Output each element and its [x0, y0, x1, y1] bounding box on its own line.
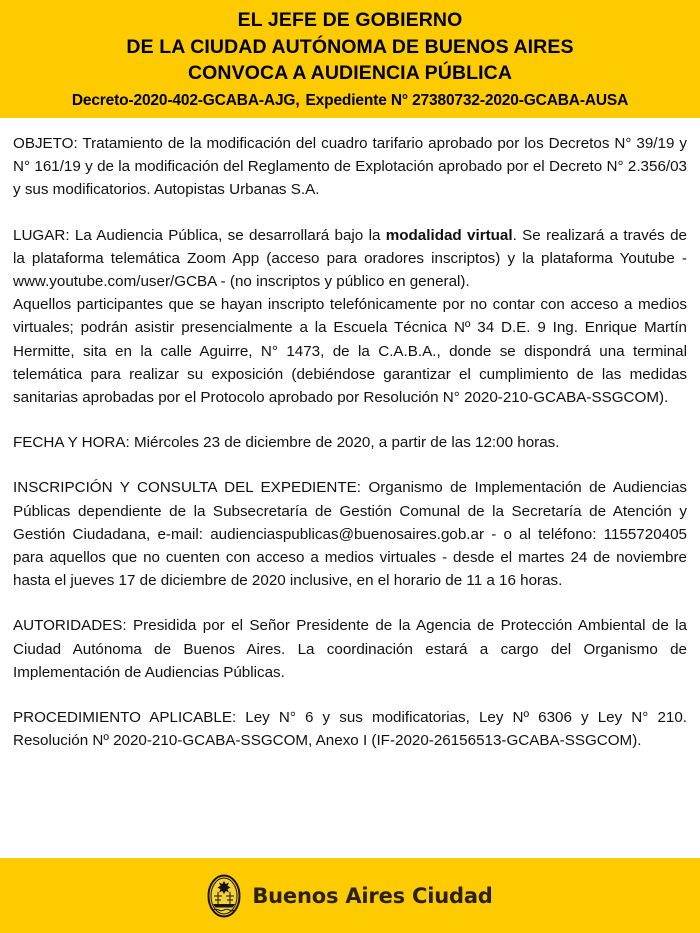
file-number: Expediente N° 27380732-2020-GCABA-AUSA: [305, 92, 629, 109]
paragraph-inscripcion: INSCRIPCIÓN Y CONSULTA DEL EXPEDIENTE: Organismo de Implementación de Audiencias Públicas dependiente de la Subsecretaría de Gestión Comunal de la Secretaría de Atención y Gestión Ciudadana, e-mail: audienciaspublicas@buenosaires.gob.ar - o al teléfono: 1155720405 para aquellos que no cuenten con acceso a medios virtuales - desde el martes 24 de noviembre hasta el jueves 17 de diciembre de 2020 inclusive, en el horario de 11 a 16 horas.: [13, 479, 687, 590]
header-titles: [0, 8, 700, 86]
paragraph-procedimiento-aplicable: PROCEDIMIENTO APLICABLE: Ley N° 6 y sus modificatorias, Ley Nº 6306 y Ley N° 210. Resolución Nº 2020-210-GCABA-SSGCOM, Anexo I (IF-2020-26156513-GCABA-SSGCOM).: [13, 709, 687, 750]
lugar-emphasis-virtual-mode: modalidad virtual: [385, 226, 513, 244]
decree-and-file-line: [0, 86, 700, 112]
title-line-city: DE LA CIUDAD AUTÓNOMA DE BUENOS AIRES: [126, 36, 574, 58]
lugar-text-before-emphasis: LUGAR: La Audiencia Pública, se desarrollará bajo la: [13, 226, 386, 244]
paragraph-lugar: [13, 224, 687, 294]
lugar-text-after-emphasis: . Se realizará a través de la plataforma telemática Zoom App (acceso para oradores inscriptos) y la plataforma Youtube - www.youtube.com/user/GCBA - (no inscriptos y público en general).: [13, 226, 687, 291]
notice-body: [0, 118, 700, 858]
buenos-aires-ciudad-wordmark: Buenos Aires Ciudad: [252, 883, 493, 908]
title-line-government-chief: EL JEFE DE GOBIERNO: [237, 9, 463, 31]
paragraph-objeto: OBJETO: Tratamiento de la modificación del cuadro tarifario aprobado por los Decretos N° 39/19 y N° 161/19 y de la modificación del Reglamento de Explotación aprobado por el Decreto N° 2.356/03 y sus modificatorios. Autopistas Urbanas S.A.: [13, 135, 687, 199]
paragraph-autoridades: AUTORIDADES: Presidida por el Señor Presidente de la Agencia de Protección Ambiental de la Ciudad Autónoma de Buenos Aires. La coordinación estará a cargo del Organismo de Implementación de Audiencias Públicas.: [13, 617, 687, 681]
title-line-convocation: CONVOCA A AUDIENCIA PÚBLICA: [187, 62, 513, 84]
paragraph-in-person-attendance: Aquellos participantes que se hayan inscripto telefónicamente por no contar con acceso a medios virtuales; podrán asistir presencialmente a la Escuela Técnica Nº 34 D.E. 9 Ing. Enrique Martín Hermitte, sita en la calle Aguirre, N° 1473, de la C.A.B.A., donde se dispondrá una terminal telemática para realizar su exposición (debiéndose garantizar el cumplimiento de las medidas sanitarias aprobadas por el Protocolo aprobado por Resolución N° 2020-210-GCABA-SSGCOM).: [13, 296, 687, 407]
paragraph-fecha-y-hora: FECHA Y HORA: Miércoles 23 de diciembre de 2020, a partir de las 12:00 horas.: [13, 434, 560, 452]
buenos-aires-coat-of-arms-icon: [207, 874, 241, 918]
header-band: [0, 0, 700, 118]
footer-band: [0, 858, 700, 933]
decree-number: Decreto-2020-402-GCABA-AJG,: [71, 92, 300, 109]
